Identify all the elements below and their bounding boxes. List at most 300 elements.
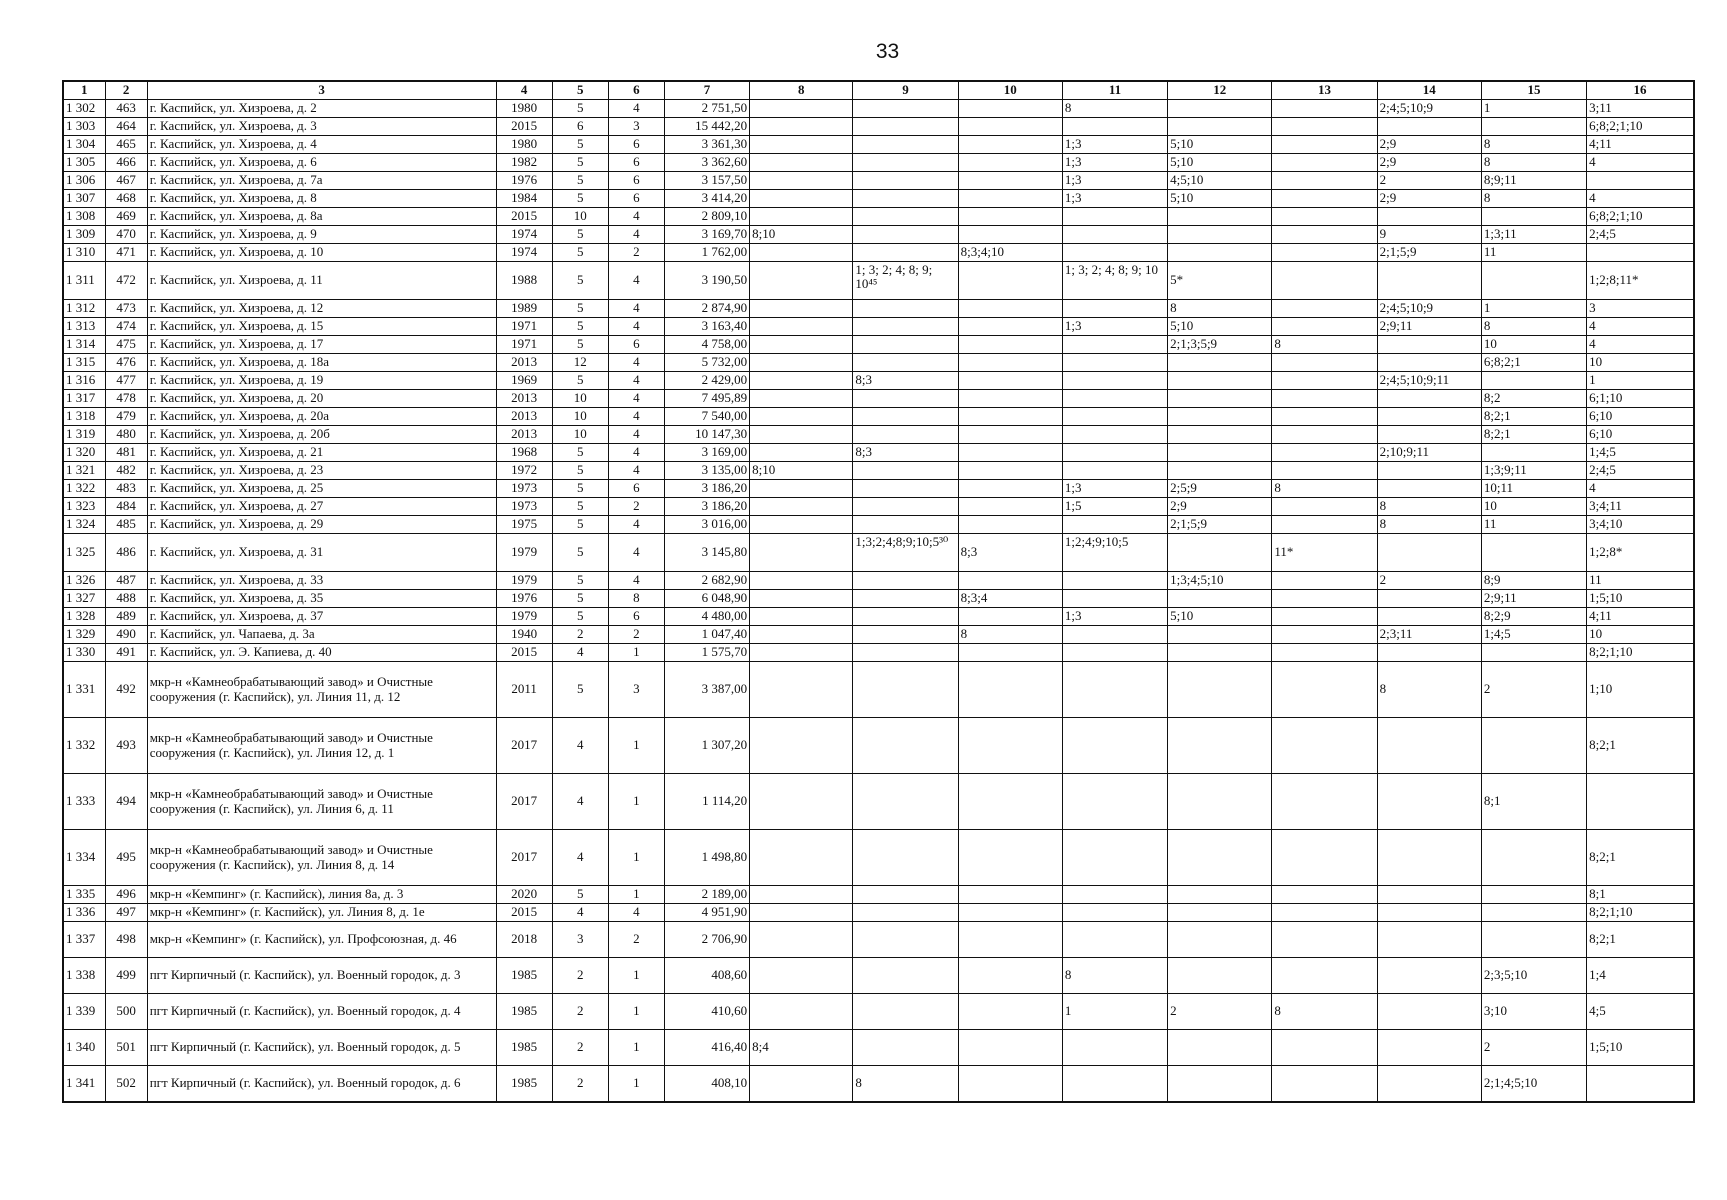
table-cell [1272,662,1377,718]
table-cell: 2 [552,994,608,1030]
table-cell [958,516,1062,534]
table-cell [958,354,1062,372]
table-cell: 2 [608,498,664,516]
table-cell: 1;3;4;5;10 [1168,572,1272,590]
table-cell: 8;2;1 [1587,830,1694,886]
table-cell: 5;10 [1168,190,1272,208]
table-row [63,462,1694,480]
table-row [63,904,1694,922]
table-cell: 466 [105,154,147,172]
table-cell: 4 [608,534,664,572]
table-cell [1481,644,1586,662]
table-cell: 2 [552,958,608,994]
table-cell [958,262,1062,300]
table-cell: 15 442,20 [664,118,749,136]
table-cell: 3 169,00 [664,444,749,462]
table-cell [1377,336,1481,354]
table-row [63,300,1694,318]
table-row [63,426,1694,444]
table-cell: 4;11 [1587,136,1694,154]
table-cell: 4 [1587,336,1694,354]
table-cell [1481,904,1586,922]
table-cell: 467 [105,172,147,190]
table-cell [1062,886,1167,904]
table-cell [750,154,853,172]
table-cell: 2013 [496,354,552,372]
table-cell [853,426,958,444]
table-cell [1272,190,1377,208]
table-cell: 1 311 [63,262,105,300]
table-cell [1168,244,1272,262]
table-cell: 3 362,60 [664,154,749,172]
table-cell [750,904,853,922]
table-cell: 499 [105,958,147,994]
table-row [63,626,1694,644]
table-cell [1168,208,1272,226]
housing-register-table [62,80,1695,1103]
table-cell [750,426,853,444]
table-cell: 1976 [496,590,552,608]
table-cell: 1 327 [63,590,105,608]
table-cell [1587,172,1694,190]
table-cell [1377,774,1481,830]
table-cell [750,608,853,626]
table-cell [1168,426,1272,444]
table-cell: 475 [105,336,147,354]
table-cell: 12 [552,354,608,372]
table-cell: 485 [105,516,147,534]
table-cell: 6;10 [1587,408,1694,426]
table-cell: 1;3 [1062,318,1167,336]
table-cell [750,886,853,904]
table-cell: 1 331 [63,662,105,718]
table-cell: 495 [105,830,147,886]
table-cell [1168,462,1272,480]
table-cell: 4 [552,718,608,774]
column-header: 16 [1587,81,1694,100]
table-cell: 500 [105,994,147,1030]
table-cell: 1972 [496,462,552,480]
table-cell [853,994,958,1030]
table-cell [1272,354,1377,372]
table-cell: 5 [552,886,608,904]
table-cell: 1 335 [63,886,105,904]
table-cell: 8;1 [1481,774,1586,830]
table-cell [958,100,1062,118]
table-cell [750,336,853,354]
table-cell [1481,372,1586,390]
table-cell [853,830,958,886]
table-cell [1062,644,1167,662]
table-cell: 5 [552,480,608,498]
table-cell [853,244,958,262]
table-cell [1168,774,1272,830]
table-row [63,226,1694,244]
table-cell: 2017 [496,830,552,886]
table-cell [1377,958,1481,994]
table-cell: г. Каспийск, ул. Хизроева, д. 2 [147,100,496,118]
table-cell: г. Каспийск, ул. Хизроева, д. 23 [147,462,496,480]
table-cell [958,774,1062,830]
table-cell: 2 [1481,1030,1586,1066]
table-cell: 3 135,00 [664,462,749,480]
table-cell: 1 304 [63,136,105,154]
table-cell: 7 540,00 [664,408,749,426]
table-cell: 5;10 [1168,608,1272,626]
table-row [63,190,1694,208]
table-cell [1062,662,1167,718]
table-cell [853,300,958,318]
table-cell: мкр-н «Камнеобрабатывающий завод» и Очистные сооружения (г. Каспийск), ул. Линия 11, д. 12 [147,662,496,718]
table-cell [958,718,1062,774]
table-cell: 8 [1481,318,1586,336]
table-cell: 1940 [496,626,552,644]
table-cell: 2;1;3;5;9 [1168,336,1272,354]
table-row [63,408,1694,426]
table-cell: 1 [608,1066,664,1102]
table-cell: 416,40 [664,1030,749,1066]
table-cell: 6;1;10 [1587,390,1694,408]
table-cell: 10 [1587,354,1694,372]
table-cell [1272,154,1377,172]
table-cell [853,172,958,190]
table-cell: пгт Кирпичный (г. Каспийск), ул. Военный городок, д. 6 [147,1066,496,1102]
table-cell: 2011 [496,662,552,718]
table-cell: 1 307,20 [664,718,749,774]
table-cell [1377,718,1481,774]
table-cell: г. Каспийск, ул. Хизроева, д. 21 [147,444,496,462]
table-cell [958,572,1062,590]
table-cell [1272,300,1377,318]
table-cell: 1 [608,958,664,994]
table-row [63,354,1694,372]
table-cell [958,172,1062,190]
table-cell: 5 [552,516,608,534]
table-cell: 2 189,00 [664,886,749,904]
column-header: 10 [958,81,1062,100]
table-cell [1272,318,1377,336]
table-cell [853,336,958,354]
table-row [63,208,1694,226]
table-cell: 1 [1481,300,1586,318]
table-row [63,534,1694,572]
table-cell [853,462,958,480]
table-cell: 1;3;9;11 [1481,462,1586,480]
table-cell [853,958,958,994]
table-cell: 4;5;10 [1168,172,1272,190]
table-cell: мкр-н «Камнеобрабатывающий завод» и Очистные сооружения (г. Каспийск), ул. Линия 6, д. 11 [147,774,496,830]
table-cell: 1 309 [63,226,105,244]
table-cell: 4 [608,372,664,390]
table-cell: 1;4 [1587,958,1694,994]
column-header: 4 [496,81,552,100]
table-cell [1168,644,1272,662]
column-header: 11 [1062,81,1167,100]
table-cell [958,318,1062,336]
table-cell [1168,100,1272,118]
table-cell: 3 157,50 [664,172,749,190]
table-cell: 1973 [496,498,552,516]
table-cell: 1 322 [63,480,105,498]
table-cell [958,208,1062,226]
table-cell: 1971 [496,336,552,354]
table-cell [853,226,958,244]
table-cell: 2;9 [1377,136,1481,154]
table-cell: г. Каспийск, ул. Э. Капиева, д. 40 [147,644,496,662]
table-cell: 5 [552,226,608,244]
column-header: 7 [664,81,749,100]
table-cell: 2;9;11 [1377,318,1481,336]
table-cell [750,534,853,572]
table-cell: 10 [1587,626,1694,644]
table-row [63,590,1694,608]
table-cell [750,498,853,516]
table-cell: 4 [608,390,664,408]
table-cell [1272,608,1377,626]
table-cell [750,100,853,118]
table-cell: 2 706,90 [664,922,749,958]
table-cell: 1 047,40 [664,626,749,644]
table-cell: г. Каспийск, ул. Хизроева, д. 9 [147,226,496,244]
table-cell: 492 [105,662,147,718]
table-cell [958,958,1062,994]
table-cell: 4 [1587,154,1694,172]
table-cell [853,774,958,830]
table-cell [853,136,958,154]
table-cell: 1 317 [63,390,105,408]
table-cell: 5 [552,572,608,590]
table-cell: 4 758,00 [664,336,749,354]
table-cell: 10 [1481,498,1586,516]
table-cell: г. Каспийск, ул. Хизроева, д. 29 [147,516,496,534]
table-cell [1272,922,1377,958]
table-cell [750,300,853,318]
table-cell: 410,60 [664,994,749,1030]
table-cell [1062,830,1167,886]
table-cell [1168,444,1272,462]
table-cell: г. Каспийск, ул. Хизроева, д. 19 [147,372,496,390]
table-cell [958,372,1062,390]
table-cell: 1 [1481,100,1586,118]
table-cell: 1979 [496,534,552,572]
table-cell: 1975 [496,516,552,534]
table-cell [853,390,958,408]
table-cell: 1 [608,994,664,1030]
table-cell: 408,10 [664,1066,749,1102]
table-cell: 8;4 [750,1030,853,1066]
table-cell: 1 [608,886,664,904]
table-cell: 1;2;8;11* [1587,262,1694,300]
table-cell [1272,262,1377,300]
table-cell: 3 [1587,300,1694,318]
table-cell: 5 [552,172,608,190]
table-row [63,244,1694,262]
table-cell: 4 [552,774,608,830]
table-cell: г. Каспийск, ул. Хизроева, д. 37 [147,608,496,626]
table-cell: 1;5;10 [1587,1030,1694,1066]
table-cell: 8 [1062,958,1167,994]
table-cell [1062,590,1167,608]
table-cell: 8;2;1 [1587,922,1694,958]
table-cell: 483 [105,480,147,498]
table-cell [1272,626,1377,644]
table-cell: 2;3;11 [1377,626,1481,644]
table-cell: г. Каспийск, ул. Чапаева, д. 3а [147,626,496,644]
table-cell: 8;3 [853,372,958,390]
table-cell: 8 [1377,516,1481,534]
table-cell [1377,118,1481,136]
table-row [63,994,1694,1030]
table-cell [853,208,958,226]
table-cell: 8 [853,1066,958,1102]
table-cell: 494 [105,774,147,830]
table-cell: пгт Кирпичный (г. Каспийск), ул. Военный городок, д. 3 [147,958,496,994]
table-cell: 8 [1168,300,1272,318]
table-row [63,830,1694,886]
column-header: 14 [1377,81,1481,100]
table-cell: 2;5;9 [1168,480,1272,498]
table-cell: 2;3;5;10 [1481,958,1586,994]
table-cell: 3 414,20 [664,190,749,208]
table-cell: 498 [105,922,147,958]
table-cell [1168,830,1272,886]
table-cell: 1 339 [63,994,105,1030]
table-cell: 5 [552,590,608,608]
table-cell [1377,608,1481,626]
table-cell: 2018 [496,922,552,958]
table-cell [750,444,853,462]
table-cell: 5 [552,662,608,718]
table-cell [1377,390,1481,408]
table-cell: 488 [105,590,147,608]
table-cell: 4 [608,226,664,244]
table-cell: 1976 [496,172,552,190]
table-cell [1168,590,1272,608]
table-cell: 4;11 [1587,608,1694,626]
table-cell: 8 [1481,154,1586,172]
table-cell [750,590,853,608]
table-cell: 1988 [496,262,552,300]
table-cell [1062,572,1167,590]
table-cell [1062,516,1167,534]
table-cell: 3 190,50 [664,262,749,300]
table-cell: 1; 3; 2; 4; 8; 9; 10 [1062,262,1167,300]
table-cell: 1 302 [63,100,105,118]
table-cell [1272,886,1377,904]
table-cell [1377,262,1481,300]
table-cell: 1974 [496,226,552,244]
table-cell: 3 361,30 [664,136,749,154]
table-cell: 4 [608,208,664,226]
table-cell [750,372,853,390]
table-row [63,498,1694,516]
table-cell [853,498,958,516]
table-cell: 4;5 [1587,994,1694,1030]
table-cell [853,1030,958,1066]
table-row [63,390,1694,408]
table-cell: 11 [1481,516,1586,534]
column-header: 6 [608,81,664,100]
table-cell: 1 [1062,994,1167,1030]
table-cell: 2015 [496,644,552,662]
table-cell: мкр-н «Кемпинг» (г. Каспийск), линия 8а, д. 3 [147,886,496,904]
table-cell [958,136,1062,154]
table-cell [853,154,958,172]
table-cell [1377,480,1481,498]
table-cell [958,644,1062,662]
table-cell: 4 [1587,318,1694,336]
header-row [63,81,1694,100]
table-cell: 2017 [496,774,552,830]
table-cell [853,354,958,372]
table-cell: 491 [105,644,147,662]
table-cell [750,572,853,590]
table-cell: 1989 [496,300,552,318]
table-cell: мкр-н «Кемпинг» (г. Каспийск), ул. Профсоюзная, д. 46 [147,922,496,958]
table-cell: 5;10 [1168,318,1272,336]
table-cell: 5 [552,608,608,626]
table-cell: г. Каспийск, ул. Хизроева, д. 11 [147,262,496,300]
table-cell: 5 [552,136,608,154]
table-cell [1062,626,1167,644]
table-cell [1062,904,1167,922]
table-cell [1168,662,1272,718]
table-cell [1062,1030,1167,1066]
table-cell [1587,244,1694,262]
table-cell: 8 [1062,100,1167,118]
table-row [63,516,1694,534]
table-cell: 473 [105,300,147,318]
table-cell [1272,1030,1377,1066]
table-cell: 482 [105,462,147,480]
table-cell: 6 [608,172,664,190]
table-row [63,118,1694,136]
table-cell [1481,118,1586,136]
table-cell [1272,244,1377,262]
table-cell: 476 [105,354,147,372]
table-cell: 4 [608,462,664,480]
table-cell [958,336,1062,354]
table-cell: 6 [608,190,664,208]
table-cell: 4 951,90 [664,904,749,922]
table-cell: 1979 [496,608,552,626]
table-cell: 8;3 [853,444,958,462]
table-cell: 10 [552,408,608,426]
table-cell [1377,904,1481,922]
table-cell: 1 314 [63,336,105,354]
table-cell [1272,118,1377,136]
table-cell: 4 [608,572,664,590]
table-cell [1272,462,1377,480]
table-cell: 486 [105,534,147,572]
table-cell [1481,262,1586,300]
table-cell [853,922,958,958]
table-cell: 6 [608,136,664,154]
table-cell: г. Каспийск, ул. Хизроева, д. 31 [147,534,496,572]
table-cell: 1985 [496,958,552,994]
table-cell: 8;2;1 [1587,718,1694,774]
table-cell: 1;4;5 [1587,444,1694,462]
table-cell [1272,590,1377,608]
table-cell [958,300,1062,318]
table-cell: 2015 [496,904,552,922]
table-cell: 3 186,20 [664,480,749,498]
table-cell: 2 [1168,994,1272,1030]
table-cell [853,904,958,922]
table-cell [1272,830,1377,886]
table-cell [1272,572,1377,590]
table-cell [750,208,853,226]
